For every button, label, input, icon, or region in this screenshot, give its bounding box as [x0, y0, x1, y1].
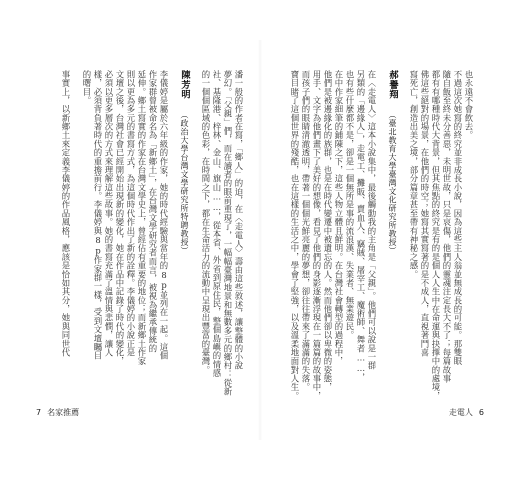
- text-column: 隨自飯至終未分善惡，未明世故，只是哀傷，他們的靈魂注定長大不了；每篇故事: [442, 70, 452, 383]
- page-footer: [449, 407, 490, 418]
- text-column: 他們是被邊緣化的族群，也是在時代變遷中被遺忘的人。然而他們卻以卑微的姿態，: [323, 70, 333, 392]
- author-heading: [387, 70, 398, 362]
- text-column: 的一個個區域的色彩，在時間之下，都在生命活力的流動中呈現出豐富的臺灣。: [201, 70, 211, 375]
- text-column: 社、基隆港、梓林、金山、旗山……，從本省、外省到原住民，整個島嶼的情感: [212, 70, 222, 378]
- author-affiliation: （政治大學台灣文學研究所特聘教授）: [180, 110, 189, 256]
- text-column: 作家群曾被命名為「新鄉土」，在台灣文學研究者而言，被視為繼承傳統的: [148, 70, 158, 353]
- author-name: 郝譽翔: [387, 70, 398, 100]
- text-column: 也永遠不會飲去。: [464, 70, 474, 140]
- page-number: 7: [36, 408, 42, 417]
- text-column: 樣，必須背負著時代的重擔前行。李儀婷與8p作家群一樣，受到文壇矚目: [93, 70, 103, 360]
- text-column: 則以更為多元的書寫方式，為這個時代作出了新的詮釋。李儀婷的小說正是: [126, 70, 136, 357]
- running-title: 名家推薦: [47, 408, 80, 417]
- text-column: 在中作家細筆的鋪陳之下，這些人物立體且鮮明。在台灣社會轉型的過程中，: [334, 70, 344, 366]
- text-column: 另類的「邊緣人」，走電工、攤販、賣血人、竊賊、屠宰工、魔術師、舞者……，: [356, 70, 366, 382]
- text-column: 而孩子們的眼睛清澈透明，帶著一個個光鮮亮麗的夢想，卻往往帶來了滿滿的失落。: [301, 70, 311, 392]
- text-column: 延伸。鄉土寫實的作家在台灣文學史上，曾經佔有重要的地位；而新鄉土作家: [137, 70, 147, 366]
- author-name: 陳芳明: [179, 70, 190, 100]
- text-column: 用手、文字為他們畫下了美好的想像，看見了他們的身影逐漸浮現在一篇篇的故事中，: [312, 70, 322, 401]
- author-affiliation: （臺北教育大學臺灣文化研究所教授）: [388, 110, 397, 256]
- text-column: 夢幻。「父親」們，而在讀者的眼前重現了，一幅幅臺灣地景和無數多元的鄉村：從新: [223, 70, 233, 397]
- page-number: 6: [478, 408, 484, 417]
- right-text-block: [268, 70, 474, 401]
- right-page: [260, 0, 520, 500]
- text-column: 必須以更多層次的方式來理解這些故事。她的書寫充滿了溫情與悲憫，讓人: [104, 70, 114, 357]
- author-heading: [179, 70, 190, 362]
- text-column: 文壇之後，台灣社會已經開始出現新的變化，她在作品中記錄了時代的變化，: [115, 70, 125, 366]
- text-column: 佛這些絕對的場景，在他們的時空；她寫其實寫著的是不成人，直視著鬥喜: [420, 70, 430, 357]
- text-column: 李儀婷是屬於六年級的作家，她的時代經驗與當年的8p並列在一起。這個: [159, 70, 169, 360]
- text-column: 的曙目。: [82, 70, 92, 105]
- text-column: 寫死亡，創造出美之境，部分篇章甚至帶有神秘之感。: [409, 70, 419, 279]
- text-column: 在〈走電人〉這本小說集中，最後觸動我的主角是「父親」。他們可以說是一群: [367, 70, 377, 370]
- page-footer: [30, 407, 79, 418]
- running-title: 走電人: [448, 408, 473, 417]
- text-column: 也有些什麼都不是，卻是一個無所是事的流浪漢、失業者、無業遊民。: [345, 70, 355, 340]
- left-text-block: [44, 70, 244, 397]
- text-column: 寶目睹了這個世界的殘酷，也在這樣的生活之中，學會了堅強，以及溫柔地面對人生。: [290, 70, 300, 401]
- text-column: 潘一般的作者在寫，「鄉人」的迫，在〈走電人〉壽由這些敘述，讓整體的小說: [234, 70, 244, 370]
- text-column: 事實上，以新鄉土來定義李儀婷的作品風格，應該是恰如其分，她與同世代: [61, 70, 71, 357]
- text-column: 不過這次她寫的終究並非成長小說，因為這些主人翁並無成長的可能。那雙眼: [453, 70, 463, 366]
- text-column: 都有有哪種時代大背景，但其焦點的終究是有的是個人人生中在命運與抉擇中的處境，: [431, 70, 441, 401]
